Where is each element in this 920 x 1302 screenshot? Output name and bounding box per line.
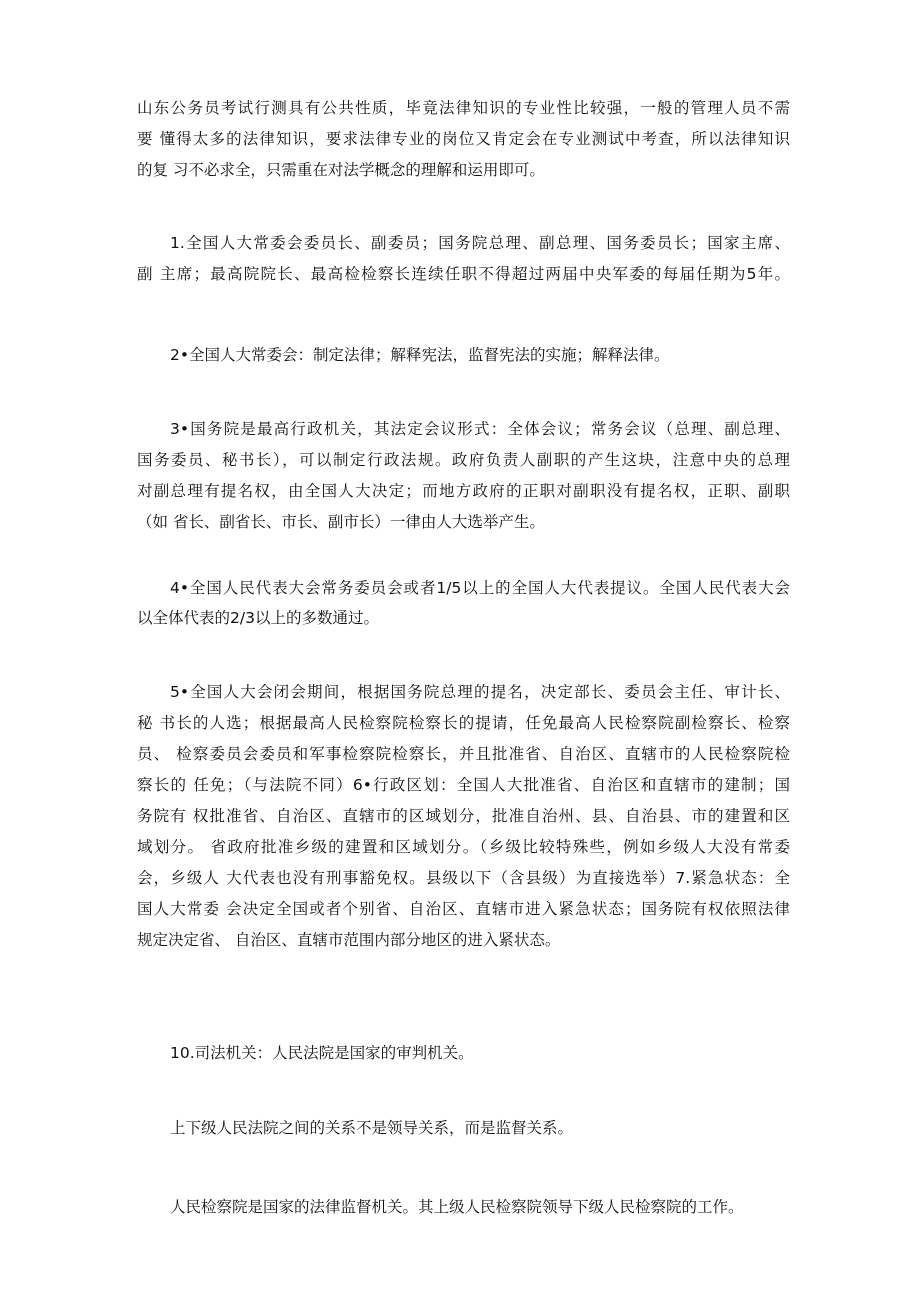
text-line: 域划分。 省政府批准乡级的建置和区域划分。（乡级比较特殊些，例如乡级人大没有常委 <box>137 838 790 856</box>
text-line: 以全体代表的2/3以上的多数通过。 <box>137 609 379 627</box>
text-line: 国务委员、秘书长），可以制定行政法规。政府负责人副职的产生这块，注意中央的总理 <box>137 451 790 469</box>
text-line: 上下级人民法院之间的关系不是领导关系，而是监督关系。 <box>170 1119 574 1137</box>
text-line: 山东公务员考试行测具有公共性质，毕竟法律知识的专业性比较强，一般的管理人员不需 <box>137 99 790 117</box>
text-line: 秘 书长的人选；根据最高人民检察院检察长的提请，任免最高人民检察院副检察长、检察 <box>137 714 790 732</box>
text-line: （如 省长、副省长、市长、副市长）一律由人大选举产生。 <box>137 513 545 531</box>
text-line: 对副总理有提名权，由全国人大决定；而地方政府的正职对副职没有提名权，正职、副职 <box>137 482 790 500</box>
text-line: 务院有 权批准省、自治区、直辖市的区域划分，批准自治州、县、自治县、市的建置和区 <box>137 807 790 825</box>
text-line: 4•全国人民代表大会常务委员会或者1/5以上的全国人大代表提议。全国人民代表大会 <box>170 579 790 597</box>
text-line: 5•全国人大会闭会期间，根据国务院总理的提名，决定部长、委员会主任、审计长、 <box>170 683 790 701</box>
text-line: 人民检察院是国家的法律监督机关。其上级人民检察院领导下级人民检察院的工作。 <box>170 1198 744 1216</box>
text-line: 规定决定省、 自治区、直辖市范围内部分地区的进入紧状态。 <box>137 931 561 949</box>
text-line: 3•国务院是最高行政机关，其法定会议形式：全体会议；常务会议（总理、副总理、 <box>170 420 790 438</box>
text-line: 要 懂得太多的法律知识，要求法律专业的岗位又肯定会在专业测试中考查，所以法律知识 <box>137 130 790 148</box>
text-line: 副 主席；最高院院长、最高检检察长连续任职不得超过两届中央军委的每届任期为5年。 <box>137 265 790 283</box>
text-line: 10.司法机关：人民法院是国家的审判机关。 <box>170 1044 474 1062</box>
text-line: 2•全国人大常委会：制定法律；解释宪法，监督宪法的实施；解释法律。 <box>170 346 670 364</box>
text-line: 员、 检察委员会委员和军事检察院检察长，并且批准省、自治区、直辖市的人民检察院检 <box>137 745 790 763</box>
text-line: 1.全国人大常委会委员长、副委员；国务院总理、副总理、国务委员长；国家主席、 <box>170 234 790 252</box>
text-line: 的复 习不必求全，只需重在对法学概念的理解和运用即可。 <box>137 161 545 179</box>
text-line: 国人大常委 会决定全国或者个别省、自治区、直辖市进入紧急状态；国务院有权依照法律 <box>137 900 790 918</box>
text-line: 会，乡级人 大代表也没有刑事豁免权。县级以下（含县级）为直接选举）7.紧急状态：全 <box>137 869 790 887</box>
text-line: 察长的 任免；（与法院不同）6•行政区划：全国人大批准省、自治区和直辖市的建制；国 <box>137 776 790 794</box>
